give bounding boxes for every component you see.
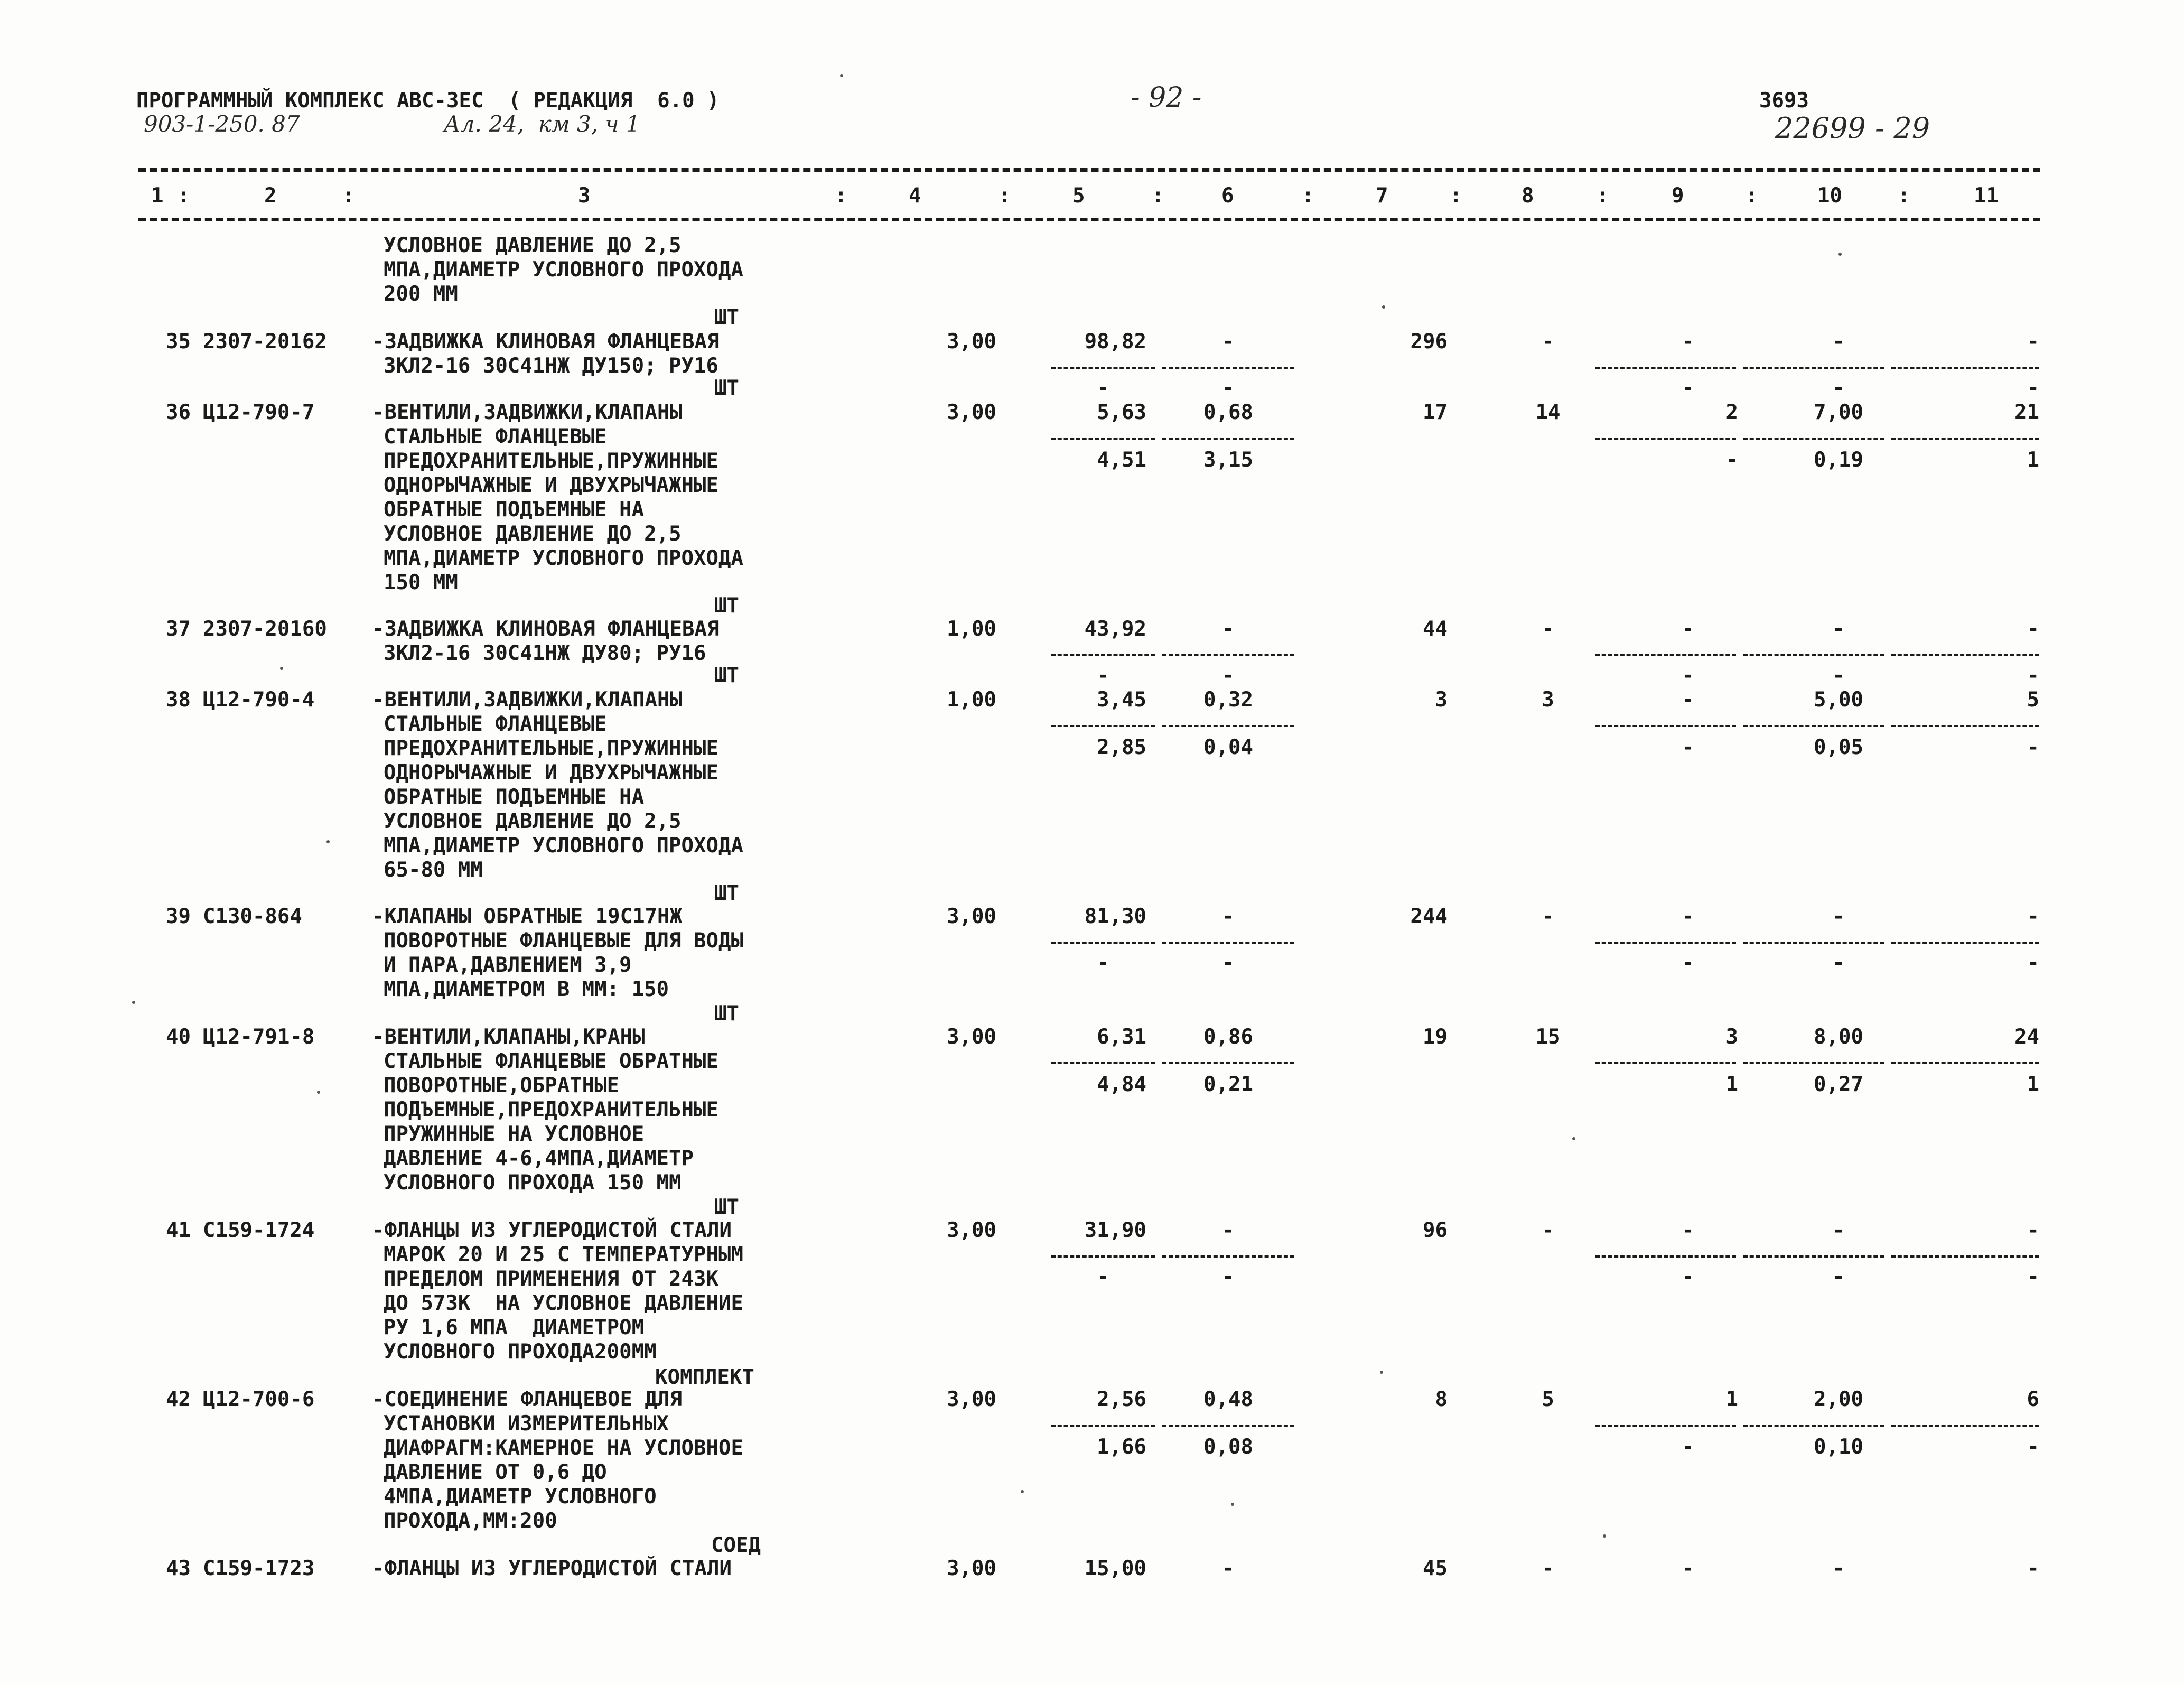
col-11-value: 21	[2014, 401, 2039, 424]
total-cost: 296	[1410, 330, 1448, 353]
sub-value: 0,08	[1203, 1435, 1253, 1459]
row-unit: ШТ	[714, 664, 739, 687]
col-9-value: -	[1682, 330, 1694, 353]
quantity: 1,00	[947, 617, 996, 641]
project-code: 903-1-250. 87	[144, 111, 300, 137]
row-number: 42	[166, 1388, 191, 1411]
item-name-line: УСЛОВНОГО ПРОХОДА 150 ММ	[384, 1171, 682, 1195]
item-name-line: -ФЛАНЦЫ ИЗ УГЛЕРОДИСТОЙ СТАЛИ	[372, 1218, 732, 1242]
col-8-value: 5	[1542, 1388, 1554, 1411]
total-cost: 3	[1435, 688, 1448, 712]
col-9-value: -	[1682, 617, 1694, 641]
col-10-value: -	[1832, 1557, 1845, 1580]
rate-code: 2307-20160	[203, 617, 327, 641]
col-10-value: -	[1832, 617, 1845, 641]
sub-value: 0,04	[1203, 736, 1253, 759]
item-name-line: ПРЕДОХРАНИТЕЛЬНЫЕ,ПРУЖИННЫЕ	[384, 449, 718, 473]
sub-value: 0,10	[1814, 1435, 1863, 1459]
unit-price: 2,56	[1097, 1388, 1146, 1411]
col-8-value: -	[1542, 905, 1554, 928]
item-name-line: МПА,ДИАМЕТР УСЛОВНОГО ПРОХОДА	[384, 546, 743, 570]
scan-speck	[1838, 253, 1842, 256]
scan-speck	[1231, 1503, 1234, 1506]
row-number: 37	[166, 617, 191, 641]
wage-value: -	[1222, 330, 1235, 353]
sub-value: -	[1097, 664, 1109, 687]
row-34-name-line: 200 ММ	[384, 282, 458, 306]
item-name-line: 150 ММ	[384, 571, 458, 594]
wage-value: -	[1222, 905, 1235, 928]
item-name-line: ПРОХОДА,ММ:200	[384, 1509, 557, 1533]
scan-speck	[326, 840, 330, 843]
col-11-value: 5	[2027, 688, 2039, 712]
col-10-value: -	[1832, 905, 1845, 928]
col-10-value: 5,00	[1814, 688, 1863, 712]
total-cost: 17	[1423, 401, 1448, 424]
wage-value: 0,68	[1203, 401, 1253, 424]
scan-speck	[317, 1091, 320, 1094]
sub-value: -	[1682, 736, 1694, 759]
row-number: 41	[166, 1218, 191, 1242]
col-9-header: 9	[1672, 184, 1684, 208]
row-unit: КОМПЛЕКТ	[655, 1365, 754, 1389]
col-11-value: 24	[2014, 1025, 2039, 1049]
col-10-value: 2,00	[1814, 1388, 1863, 1411]
col-2-header: 2	[264, 184, 277, 208]
item-name-line: -ВЕНТИЛИ,ЗАДВИЖКИ,КЛАПАНЫ	[372, 401, 682, 424]
rate-code: Ц12-790-7	[203, 401, 315, 424]
scan-speck	[1021, 1490, 1024, 1493]
col-11-value: -	[2027, 617, 2039, 641]
scan-speck	[1380, 1371, 1383, 1374]
item-name-line: ОБРАТНЫЕ ПОДЪЕМНЫЕ НА	[384, 498, 645, 522]
sub-value: 1	[2027, 1073, 2039, 1096]
unit-price: 98,82	[1084, 330, 1146, 353]
rate-code: 2307-20162	[203, 330, 327, 353]
scan-speck	[1572, 1137, 1575, 1140]
col-1-header: 1	[151, 184, 164, 208]
row-34-name-line: МПА,ДИАМЕТР УСЛОВНОГО ПРОХОДА	[384, 258, 743, 282]
sub-value: -	[1222, 664, 1235, 687]
sub-value: -	[1097, 376, 1109, 400]
item-name-line: УСЛОВНОГО ПРОХОДА200ММ	[384, 1340, 657, 1364]
page-number: - 92 -	[1131, 82, 1202, 114]
total-cost: 19	[1423, 1025, 1448, 1049]
sub-value: 1,66	[1097, 1435, 1146, 1459]
scan-speck	[1603, 1534, 1606, 1538]
sub-value: -	[1097, 951, 1109, 975]
sub-value: -	[2027, 951, 2039, 975]
sub-value: -	[1682, 376, 1694, 400]
wage-value: 0,86	[1203, 1025, 1253, 1049]
row-unit: ШТ	[714, 594, 739, 618]
col-5-header: 5	[1072, 184, 1085, 208]
col-8-value: 3	[1542, 688, 1554, 712]
rate-code: Ц12-791-8	[203, 1025, 315, 1049]
quantity: 3,00	[947, 330, 996, 353]
sub-value: 2,85	[1097, 736, 1146, 759]
item-name-line: СТАЛЬНЫЕ ФЛАНЦЕВЫЕ	[384, 425, 607, 449]
col-10-value: 8,00	[1814, 1025, 1863, 1049]
quantity: 3,00	[947, 1218, 996, 1242]
sub-value: -	[1832, 664, 1845, 687]
item-name-line: УСЛОВНОЕ ДАВЛЕНИЕ ДО 2,5	[384, 522, 682, 546]
col-9-value: -	[1682, 688, 1694, 712]
rate-code: Ц12-790-4	[203, 688, 315, 712]
item-name-line: РУ 1,6 МПА ДИАМЕТРОМ	[384, 1316, 645, 1339]
sub-value: -	[1832, 376, 1845, 400]
unit-price: 5,63	[1097, 401, 1146, 424]
sub-value: -	[2027, 376, 2039, 400]
item-name-line: -ЗАДВИЖКА КЛИНОВАЯ ФЛАНЦЕВАЯ	[372, 617, 720, 641]
sub-value: 3,15	[1203, 448, 1253, 472]
row-34-name-line: УСЛОВНОЕ ДАВЛЕНИЕ ДО 2,5	[384, 234, 682, 257]
item-name-line: ОДНОРЫЧАЖНЫЕ И ДВУХРЫЧАЖНЫЕ	[384, 473, 718, 497]
rate-code: С159-1723	[203, 1557, 315, 1580]
row-unit: ШТ	[714, 1002, 739, 1026]
item-name-line: ПОВОРОТНЫЕ,ОБРАТНЫЕ	[384, 1074, 620, 1097]
rate-code: Ц12-700-6	[203, 1388, 315, 1411]
col-11-header: 11	[1974, 184, 1999, 208]
unit-price: 6,31	[1097, 1025, 1146, 1049]
sub-value: -	[2027, 664, 2039, 687]
col-10-value: -	[1832, 330, 1845, 353]
item-name-line: ДО 573К НА УСЛОВНОЕ ДАВЛЕНИЕ	[384, 1291, 743, 1315]
scan-speck	[132, 1001, 135, 1004]
col-8-value: -	[1542, 617, 1554, 641]
item-name-line: ПРЕДОХРАНИТЕЛЬНЫЕ,ПРУЖИННЫЕ	[384, 737, 718, 760]
quantity: 1,00	[947, 688, 996, 712]
total-cost: 8	[1435, 1388, 1448, 1411]
col-9-value: -	[1682, 1218, 1694, 1242]
col-10-value: 7,00	[1814, 401, 1863, 424]
item-name-line: МПА,ДИАМЕТРОМ В ММ: 150	[384, 978, 669, 1001]
scan-speck	[840, 74, 843, 77]
wage-value: -	[1222, 1218, 1235, 1242]
unit-price: 31,90	[1084, 1218, 1146, 1242]
col-11-value: -	[2027, 1218, 2039, 1242]
row-number: 39	[166, 905, 191, 928]
col-10-header: 10	[1817, 184, 1842, 208]
unit-price: 3,45	[1097, 688, 1146, 712]
col-8-value: -	[1542, 1218, 1554, 1242]
total-cost: 45	[1423, 1557, 1448, 1580]
item-name-line: УСЛОВНОЕ ДАВЛЕНИЕ ДО 2,5	[384, 809, 682, 833]
item-name-line: ПОВОРОТНЫЕ ФЛАНЦЕВЫЕ ДЛЯ ВОДЫ	[384, 929, 743, 953]
scan-speck	[1382, 305, 1385, 309]
item-name-line: -КЛАПАНЫ ОБРАТНЫЕ 19С17НЖ	[372, 905, 682, 928]
row-unit: СОЕД	[711, 1533, 761, 1557]
sub-value: -	[1832, 1265, 1845, 1289]
item-name-line: ОБРАТНЫЕ ПОДЪЕМНЫЕ НА	[384, 785, 645, 809]
sub-value: -	[1682, 951, 1694, 975]
col-8-value: -	[1542, 1557, 1554, 1580]
document-number: 3693	[1759, 89, 1809, 113]
sub-value: -	[1725, 448, 1738, 472]
item-name-line: ДАВЛЕНИЕ ОТ 0,6 ДО	[384, 1460, 607, 1484]
sub-value: 0,05	[1814, 736, 1863, 759]
sub-value: -	[1832, 951, 1845, 975]
quantity: 3,00	[947, 401, 996, 424]
row-number: 36	[166, 401, 191, 424]
item-name-line: ДИАФРАГМ:КАМЕРНОЕ НА УСЛОВНОЕ	[384, 1436, 743, 1460]
col-11-value: 6	[2027, 1388, 2039, 1411]
wage-value: -	[1222, 617, 1235, 641]
quantity: 3,00	[947, 1025, 996, 1049]
item-name-line: -СОЕДИНЕНИЕ ФЛАНЦЕВОЕ ДЛЯ	[372, 1388, 682, 1411]
col-9-value: 3	[1725, 1025, 1738, 1049]
col-8-value: 14	[1535, 401, 1561, 424]
sub-value: 4,84	[1097, 1073, 1146, 1096]
item-name-line: ПОДЪЕМНЫЕ,ПРЕДОХРАНИТЕЛЬНЫЕ	[384, 1098, 718, 1122]
item-name-line: ОДНОРЫЧАЖНЫЕ И ДВУХРЫЧАЖНЫЕ	[384, 761, 718, 785]
sub-value: 0,27	[1814, 1073, 1863, 1096]
quantity: 3,00	[947, 1388, 996, 1411]
col-7-header: 7	[1376, 184, 1388, 208]
row-unit: ШТ	[714, 881, 739, 905]
sub-value: -	[1682, 664, 1694, 687]
row-unit: ШТ	[714, 1195, 739, 1219]
wage-value: -	[1222, 1557, 1235, 1580]
col-8-value: 15	[1535, 1025, 1561, 1049]
header-rule-bottom	[138, 218, 2040, 221]
item-name-line: СТАЛЬНЫЕ ФЛАНЦЕВЫЕ	[384, 712, 607, 736]
album-reference: Ал. 24, км 3, ч 1	[444, 111, 640, 137]
item-name-line: 65-80 ММ	[384, 858, 483, 882]
col-10-value: -	[1832, 1218, 1845, 1242]
sub-value: 0,19	[1814, 448, 1863, 472]
estimate-page: ПРОГРАММНЫЙ КОМПЛЕКС АВС-ЗЕС ( РЕДАКЦИЯ 6.0 ) 903-1-250. 87 Ал. 24, км 3, ч 1 - 92 - 3693 22699 - 29 1 : 2 : 3 : 4 : 5 : 6 : 7 : 8 : 9 : 10 : 11 УСЛОВНОЕ ДАВЛЕНИЕ ДО 2,5 МПА,ДИАМЕТР УСЛОВНОГО ПРОХОДА 200 ММ ШТ 35 2307-20162 -ЗАДВИЖКА КЛИНОВАЯ ФЛАНЦЕВАЯ ЗКЛ2-16 30С41НЖ ДУ150; РУ16 3,00 98,82 - 296 - - - - - - - - - ШТ 36 Ц12-790-7 -ВЕНТИЛИ,ЗАДВИЖКИ,КЛАПАНЫ СТАЛЬНЫЕ ФЛАНЦЕВЫЕ ПРЕДОХРАНИТЕЛЬНЫЕ,ПРУЖИННЫЕ ОДНОРЫЧАЖНЫЕ И ДВУХРЫЧАЖНЫЕ ОБРАТНЫЕ ПОДЪЕМНЫЕ НА УСЛОВНОЕ ДАВЛЕНИЕ ДО 2,5 МПА,ДИАМЕТР УСЛОВНОГО ПРОХОДА 150 ММ 3,00 5,63 0,68 17 14 2 7,00 21 4,51 3,15 - 0,19 1 ШТ 37 2307-20160 -ЗАДВИЖКА КЛИНОВАЯ ФЛАНЦЕВАЯ ЗКЛ2-16 30С41НЖ ДУ80; РУ16 1,00 43,92 - 44 - - - - - - - - - ШТ 38 Ц12-790-4 -ВЕНТИЛИ,ЗАДВИЖКИ,КЛАПАНЫ СТАЛЬНЫЕ ФЛАНЦЕВЫЕ ПРЕДОХРАНИТЕЛЬНЫЕ,ПРУЖИННЫЕ ОДНОРЫЧАЖНЫЕ И ДВУХРЫЧАЖНЫЕ ОБРАТНЫЕ ПОДЪЕМНЫЕ НА УСЛОВНОЕ ДАВЛЕНИЕ ДО 2,5 МПА,ДИАМЕТР УСЛОВНОГО ПРОХОДА 65-80 ММ 1,00 3,45 0,32 3 3 - 5,00 5 2,85 0,04 - 0,05 - ШТ 39 С130-864 -КЛАПАНЫ ОБРАТНЫЕ 19С17НЖ ПОВОРОТНЫЕ ФЛАНЦЕВЫЕ ДЛЯ ВОДЫ И ПАРА,ДАВЛЕНИЕМ 3,9 МПА,ДИАМЕТРОМ В ММ: 150 3,00 81,30 - 244 - - - - - - - - - ШТ 40 Ц12-791-8 -ВЕНТИЛИ,КЛАПАНЫ,КРАНЫ СТАЛЬНЫЕ ФЛАНЦЕВЫЕ ОБРАТНЫЕ ПОВОРОТНЫЕ,ОБРАТНЫЕ ПОДЪЕМНЫЕ,ПРЕДОХРАНИТЕЛЬНЫЕ ПРУЖИННЫЕ НА УСЛОВНОЕ ДАВЛЕНИЕ 4-6,4МПА,ДИАМЕТР УСЛОВНОГО ПРОХОДА 150 ММ 3,00 6,31 0,86 19 15 3 8,00 24 4,84 0,21 1 0,27 1 ШТ 41 С159-1724 -ФЛАНЦЫ ИЗ УГЛЕРОДИСТОЙ СТАЛИ МАРОК 20 И 25 С ТЕМПЕРАТУРНЫМ ПРЕДЕЛОМ ПРИМЕНЕНИЯ ОТ 243К ДО 573К НА УСЛОВНОЕ ДАВЛЕНИЕ РУ 1,6 МПА ДИАМЕТРОМ УСЛОВНОГО ПРОХОДА200ММ 3,00 31,90 - 96 - - - - - - - - - КОМПЛЕКТ 42 Ц12-700-6 -СОЕДИНЕНИЕ ФЛАНЦЕВОЕ ДЛЯ УСТАНОВКИ ИЗМЕРИТЕЛЬНЫХ ДИАФРАГМ:КАМЕРНОЕ НА УСЛОВНОЕ ДАВЛЕНИЕ ОТ 0,6 ДО 4МПА,ДИАМЕТР УСЛОВНОГО ПРОХОДА,ММ:200 3,00 2,56 0,48 8 5 1 2,00 6 1,66 0,08 - 0,10 - СОЕД 43 С159-1723 -ФЛАНЦЫ ИЗ УГЛЕРОДИСТОЙ СТАЛИ 3,00 15,00 - 45 - - - -	[0, 0, 2184, 1685]
col-11-value: -	[2027, 1557, 2039, 1580]
col-11-value: -	[2027, 330, 2039, 353]
col-8-header: 8	[1522, 184, 1534, 208]
sub-value: 4,51	[1097, 448, 1146, 472]
col-4-header: 4	[909, 184, 921, 208]
item-name-line: УСТАНОВКИ ИЗМЕРИТЕЛЬНЫХ	[384, 1412, 669, 1436]
item-name-line: ЗКЛ2-16 30С41НЖ ДУ80; РУ16	[384, 641, 706, 665]
row-number: 40	[166, 1025, 191, 1049]
col-9-value: -	[1682, 905, 1694, 928]
wage-value: 0,48	[1203, 1388, 1253, 1411]
row-number: 38	[166, 688, 191, 712]
sub-value: -	[1222, 376, 1235, 400]
item-name-line: МПА,ДИАМЕТР УСЛОВНОГО ПРОХОДА	[384, 834, 743, 858]
rate-code: С159-1724	[203, 1218, 315, 1242]
quantity: 3,00	[947, 1557, 996, 1580]
unit-price: 15,00	[1084, 1557, 1146, 1580]
total-cost: 244	[1410, 905, 1448, 928]
sub-value: -	[2027, 1435, 2039, 1459]
scan-speck	[280, 667, 283, 670]
col-11-value: -	[2027, 905, 2039, 928]
item-name-line: ДАВЛЕНИЕ 4-6,4МПА,ДИАМЕТР	[384, 1147, 694, 1170]
row-34-unit: ШТ	[714, 305, 739, 329]
col-3-header: 3	[578, 184, 591, 208]
sub-value: -	[1222, 1265, 1235, 1289]
inventory-number: 22699 - 29	[1775, 111, 1930, 145]
sub-value: -	[2027, 736, 2039, 759]
program-title: ПРОГРАММНЫЙ КОМПЛЕКС АВС-ЗЕС ( РЕДАКЦИЯ 6.0 )	[136, 89, 720, 113]
sub-value: -	[2027, 1265, 2039, 1289]
item-name-line: СТАЛЬНЫЕ ФЛАНЦЕВЫЕ ОБРАТНЫЕ	[384, 1049, 718, 1073]
total-cost: 96	[1423, 1218, 1448, 1242]
sub-value: -	[1682, 1435, 1694, 1459]
item-name-line: ПРЕДЕЛОМ ПРИМЕНЕНИЯ ОТ 243К	[384, 1267, 718, 1291]
item-name-line: И ПАРА,ДАВЛЕНИЕМ 3,9	[384, 953, 632, 977]
rate-code: С130-864	[203, 905, 302, 928]
sub-value: -	[1222, 951, 1235, 975]
header-rule-top	[138, 168, 2040, 172]
col-8-value: -	[1542, 330, 1554, 353]
sub-value: -	[1097, 1265, 1109, 1289]
item-name-line: -ЗАДВИЖКА КЛИНОВАЯ ФЛАНЦЕВАЯ	[372, 330, 720, 353]
sub-value: 0,21	[1203, 1073, 1253, 1096]
row-number: 43	[166, 1557, 191, 1580]
item-name-line: МАРОК 20 И 25 С ТЕМПЕРАТУРНЫМ	[384, 1243, 743, 1267]
sub-value: 1	[1725, 1073, 1738, 1096]
unit-price: 43,92	[1084, 617, 1146, 641]
sub-value: -	[1682, 1265, 1694, 1289]
sub-value: 1	[2027, 448, 2039, 472]
item-name-line: ПРУЖИННЫЕ НА УСЛОВНОЕ	[384, 1122, 645, 1146]
col-6-header: 6	[1221, 184, 1234, 208]
col-9-value: -	[1682, 1557, 1694, 1580]
unit-price: 81,30	[1084, 905, 1146, 928]
col-9-value: 1	[1725, 1388, 1738, 1411]
item-name-line: 4МПА,ДИАМЕТР УСЛОВНОГО	[384, 1485, 657, 1509]
item-name-line: -ВЕНТИЛИ,ЗАДВИЖКИ,КЛАПАНЫ	[372, 688, 682, 712]
total-cost: 44	[1423, 617, 1448, 641]
quantity: 3,00	[947, 905, 996, 928]
wage-value: 0,32	[1203, 688, 1253, 712]
item-name-line: ЗКЛ2-16 30С41НЖ ДУ150; РУ16	[384, 354, 718, 378]
row-number: 35	[166, 330, 191, 353]
item-name-line: -ФЛАНЦЫ ИЗ УГЛЕРОДИСТОЙ СТАЛИ	[372, 1557, 732, 1580]
col-9-value: 2	[1725, 401, 1738, 424]
item-name-line: -ВЕНТИЛИ,КЛАПАНЫ,КРАНЫ	[372, 1025, 645, 1049]
row-unit: ШТ	[714, 376, 739, 400]
